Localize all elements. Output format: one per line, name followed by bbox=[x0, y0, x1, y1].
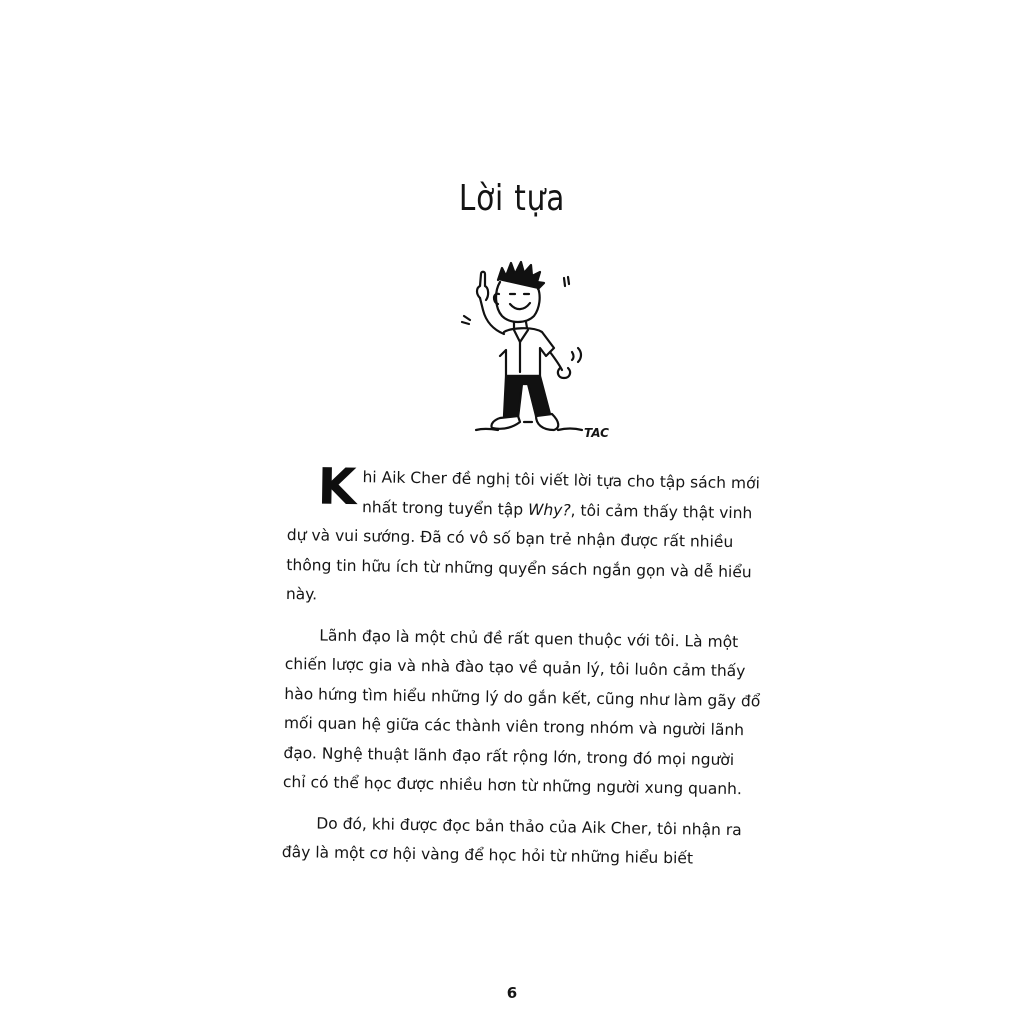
series-title: Why? bbox=[527, 500, 571, 519]
page-number: 6 bbox=[506, 984, 518, 1002]
page-title: Lời tựa bbox=[458, 178, 566, 219]
drop-cap: K bbox=[317, 457, 357, 517]
paragraph-1-text-after: , tôi cảm thấy thật vinh dự và vui sướng. Đã có vô số bạn trẻ nhận được rất nhiều thông tin hữu ích từ những quyển sách ngắn gọn và dễ hiểu này. bbox=[285, 500, 753, 604]
boy-pointing-finger-icon bbox=[450, 252, 630, 452]
paragraph-2: Lãnh đạo là một chủ đề rất quen thuộc với tôi. Là một chiến lược gia và nhà đào tạo về quản lý, tôi luôn cảm thấy hào hứng tìm hiểu những lý do gắn kết, cũng như làm gãy đổ mối quan hệ giữa các thành viên trong nhóm và người lãnh đạo. Nghệ thuật lãnh đạo rất rộng lớn, trong đó mọi người chỉ có thể học được nhiều hơn từ những người xung quanh. bbox=[282, 626, 761, 799]
paragraph-1 bbox=[285, 457, 766, 617]
paragraph-1-text-before: hi Aik Cher đề nghị tôi viết lời tựa cho tập sách mới nhất trong tuyển tập bbox=[361, 468, 760, 519]
paragraph-3: Do đó, khi được đọc bản thảo của Aik Cher, tôi nhận ra đây là một cơ hội vàng để học hỏi từ những hiểu biết bbox=[281, 813, 742, 868]
illustration-signature: TAC bbox=[584, 426, 609, 440]
body-text bbox=[281, 457, 765, 886]
